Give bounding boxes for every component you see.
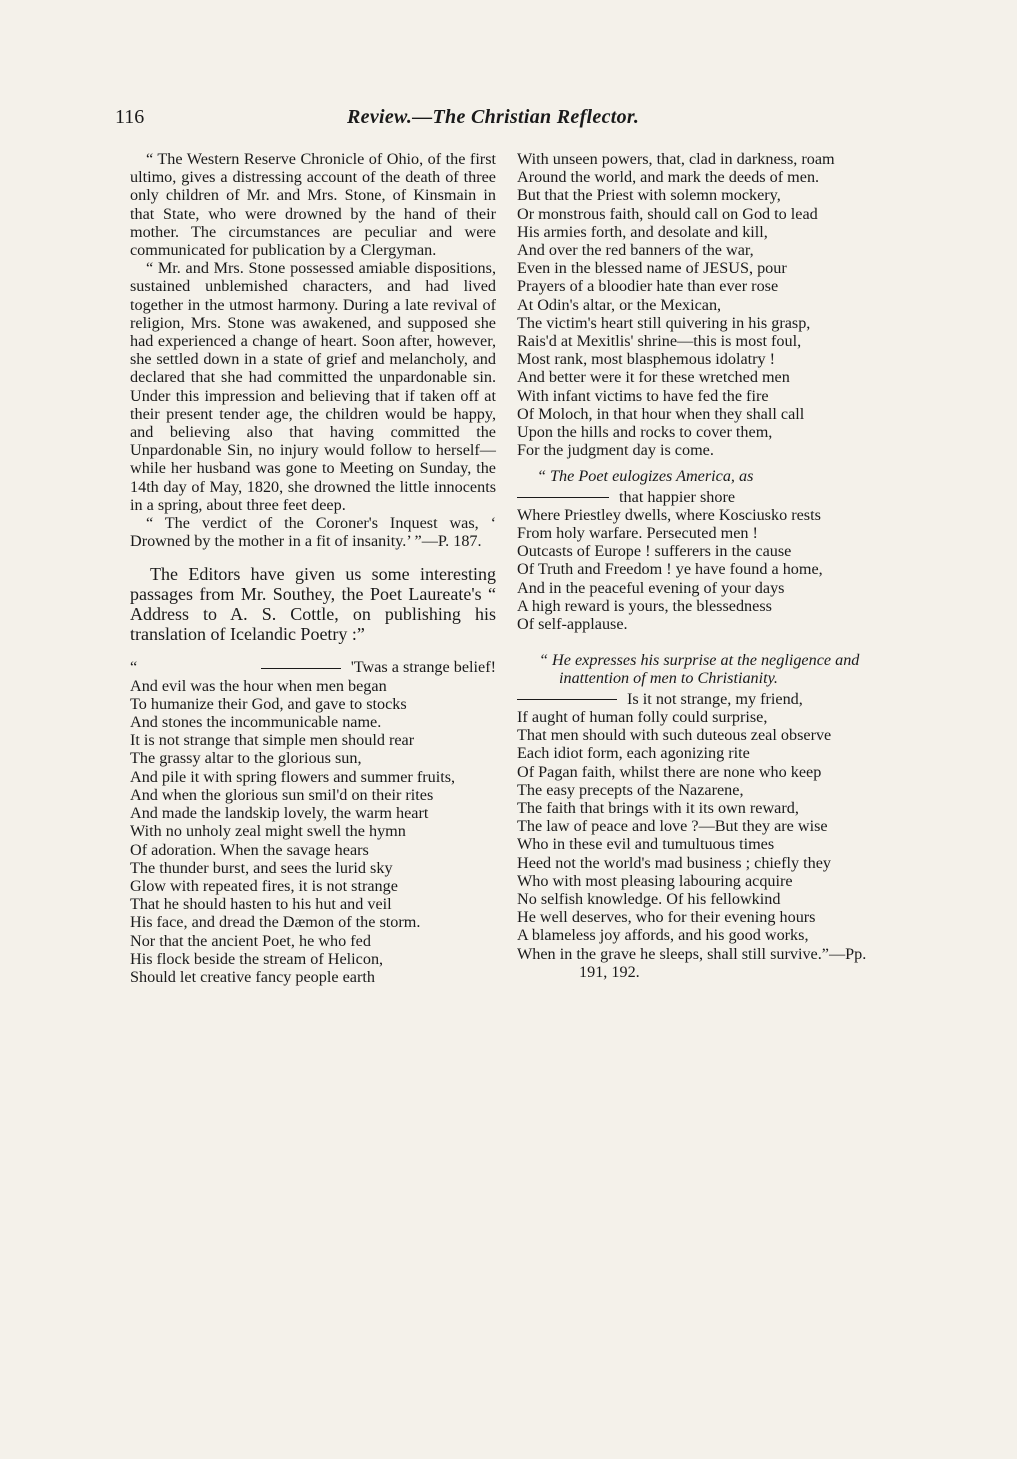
poem-line: Upon the hills and rocks to cover them, [517, 423, 773, 442]
poem-line: Of Pagan faith, whilst there are none who keep [517, 762, 822, 781]
poem-line: Outcasts of Europe ! sufferers in the cause [517, 542, 792, 561]
poem-line: With unseen powers, that, clad in darkness, roam [517, 150, 835, 168]
poem-line: And better were it for these wretched men [517, 368, 790, 387]
poem-line: Most rank, most blasphemous idolatry ! [517, 350, 776, 369]
left-column [130, 150, 496, 986]
poem-line: That men should with such duteous zeal observe [517, 726, 832, 745]
poem-line: But that the Priest with solemn mockery, [517, 186, 781, 205]
page-header [115, 106, 895, 136]
poem-line: Each idiot form, each agonizing rite [517, 744, 750, 763]
open-quote: “ [130, 658, 138, 677]
poem-line: From holy warfare. Persecuted men ! [517, 524, 758, 543]
newspaper-quote [130, 150, 496, 550]
poem-line: To humanize their God, and gave to stocks [130, 694, 407, 713]
editorial-intro: The Editors have given us some interesting passages from Mr. Southey, the Poet Laureate's “ Address to A. S. Cottle, on publishing his translation of Icelandic Poetry :” [130, 564, 496, 645]
poem-line: With no unholy zeal might swell the hymn [130, 822, 406, 841]
poem-line: Heed not the world's mad business ; chiefly they [517, 853, 832, 872]
elision-dash [517, 699, 617, 700]
poem-line: His flock beside the stream of Helicon, [130, 949, 384, 968]
poem-line: And in the peaceful evening of your days [517, 578, 785, 597]
poem-line: It is not strange that simple men should rear [130, 731, 415, 750]
america-poem [517, 488, 889, 634]
poem-line: Where Priestley dwells, where Kosciusko rests [517, 505, 821, 524]
southey-poem-part-1 [130, 658, 496, 986]
elision-dash [261, 668, 341, 669]
page-number: 116 [115, 106, 145, 128]
poem-line: Or monstrous faith, should call on God to lead [517, 204, 818, 223]
quote-paragraph: “ The Western Reserve Chronicle of Ohio, of the first ultimo, gives a distressing account of the death of three only children of Mr. and Mrs. Stone, of Kinsmain in that State, who were drowned by the hand of their mother. The circumstances are peculiar and were communicated for publication by a Clergyman. [130, 150, 496, 260]
poem-line: The easy precepts of the Nazarene, [517, 780, 744, 799]
poem-line: That he should hasten to his hut and veil [130, 895, 392, 914]
poem-line: Rais'd at Mexitlis' shrine—this is most foul, [517, 332, 802, 351]
poem-line: Who in these evil and tumultuous times [517, 835, 775, 854]
poem-line: And over the red banners of the war, [517, 241, 754, 260]
poem-line: Of self-applause. [517, 615, 628, 634]
poem-line: And stones the incommunicable name. [130, 713, 382, 732]
poem-line: And made the landskip lovely, the warm heart [130, 804, 429, 823]
poem-line: The victim's heart still quivering in his grasp, [517, 313, 811, 332]
running-title: Review.—The Christian Reflector. [347, 106, 640, 128]
poem-line: The faith that brings with it its own reward, [517, 798, 799, 817]
christianity-poem [517, 690, 889, 981]
poem-line: Should let creative fancy people earth [130, 967, 375, 986]
poem-line: And evil was the hour when men began [130, 676, 387, 695]
poem-line: Nor that the ancient Poet, he who fed [130, 931, 371, 950]
southey-poem-part-2 [517, 150, 889, 459]
poem-line: Of Truth and Freedom ! ye have found a home, [517, 560, 823, 579]
caption-surprise: “ He expresses his surprise at the negligence and inattention of men to Christianity. [539, 651, 860, 688]
poem-line: The law of peace and love ?—But they are wise [517, 817, 828, 836]
elision-dash [517, 497, 609, 498]
poem-line: Of Moloch, in that hour when they shall call [517, 404, 805, 423]
poem-line-text: that happier shore [619, 487, 736, 506]
poem-line: His face, and dread the Dæmon of the storm. [130, 913, 421, 932]
poem-line: A high reward is yours, the blessedness [517, 596, 772, 615]
poem-line: Who with most pleasing labouring acquire [517, 871, 793, 890]
poem-line: Glow with repeated fires, it is not strange [130, 876, 398, 895]
poem-line: If aught of human folly could surprise, [517, 707, 768, 726]
poem-line: When in the grave he sleeps, shall still survive.”—Pp. 191, 192. [517, 944, 867, 981]
poem-line [517, 488, 889, 506]
poem-line: Around the world, and mark the deeds of men. [517, 168, 820, 187]
poem-line: No selfish knowledge. Of his fellowkind [517, 889, 781, 908]
poem-line: With infant victims to have fed the fire [517, 386, 769, 405]
quote-paragraph: “ Mr. and Mrs. Stone possessed amiable dispositions, sustained unblemished characters, and had lived together in the utmost harmony. During a late revival of religion, Mrs. Stone was awakened, and supposed she had experienced a change of heart. Soon after, however, she settled down in a state of grief and melancholy, and declared that she had committed the unpardonable sin. Under this impression and believing that if taken off at their present tender age, the children would be happy, and believing also that having committed the Unpardonable Sin, no injury would follow to herself—while her husband was gone to Meeting on Sunday, the 14th day of May, 1820, she drowned the little innocents in a spring, about three feet deep. [130, 259, 496, 514]
poem-line-text: 'Twas a strange belief! [350, 658, 496, 677]
poem-line [130, 658, 496, 676]
poem-line: At Odin's altar, or the Mexican, [517, 295, 722, 314]
poem-line: Prayers of a bloodier hate than ever rose [517, 277, 779, 296]
poem-line: His armies forth, and desolate and kill, [517, 222, 768, 241]
poem-line: For the judgment day is come. [517, 441, 714, 460]
poem-line [517, 690, 889, 708]
poem-line: Even in the blessed name of JESUS, pour [517, 259, 787, 278]
quote-paragraph: “ The verdict of the Coroner's Inquest was, ‘ Drowned by the mother in a fit of insanity.’ ”—P. 187. [130, 514, 496, 551]
poem-line: Of adoration. When the savage hears [130, 840, 369, 859]
poem-line: A blameless joy affords, and his good works, [517, 926, 809, 945]
poem-line: And when the glorious sun smil'd on their rites [130, 785, 434, 804]
poem-line: And pile it with spring flowers and summer fruits, [130, 767, 456, 786]
poem-line: The thunder burst, and sees the lurid sky [130, 858, 393, 877]
poem-line: He well deserves, who for their evening hours [517, 908, 816, 927]
right-column [517, 150, 889, 981]
poem-line-text: Is it not strange, my friend, [627, 689, 803, 708]
caption-america: “ The Poet eulogizes America, as [537, 467, 754, 486]
poem-line: The grassy altar to the glorious sun, [130, 749, 362, 768]
